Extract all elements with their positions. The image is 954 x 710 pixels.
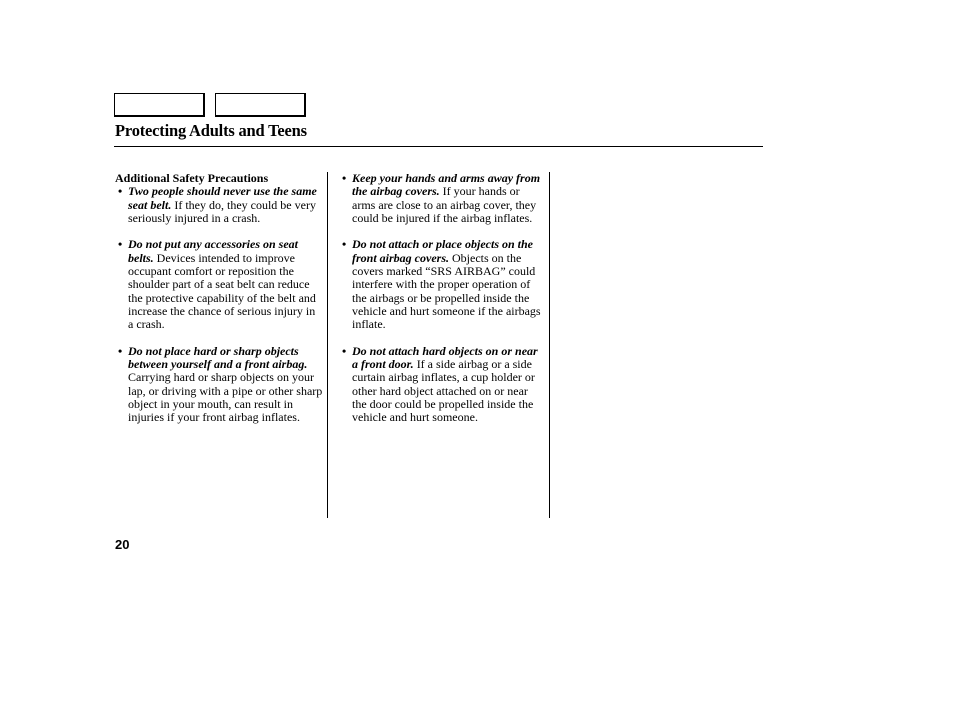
bullet: •	[342, 343, 347, 358]
item-text: If they do, they could be very seriously injured in a crash.	[128, 197, 316, 225]
page-title: Protecting Adults and Teens	[115, 121, 307, 140]
bullet: •	[342, 237, 347, 252]
bullet: •	[118, 184, 123, 199]
item-text: Carrying hard or sharp objects on your lap, or driving with a pipe or other sharp object in your mouth, can result in injuries if your front airbag inflates.	[128, 370, 323, 425]
nav-tab-1[interactable]	[114, 93, 205, 117]
item-text: Devices intended to improve occupant comfort or reposition the shoulder part of a seat belt can reduce the protective capability of the belt and increase the chance of serious injury in a crash.	[128, 250, 316, 332]
item-lead: Do not place hard or sharp objects between yourself and a front airbag.	[128, 343, 308, 372]
column-divider-right	[549, 172, 550, 518]
list-item	[339, 172, 544, 225]
title-divider	[114, 146, 763, 147]
page-number: 20	[115, 537, 130, 552]
item-lead: Do not attach or place objects on the front airbag covers.	[352, 237, 533, 265]
list-item	[339, 238, 544, 331]
bullet: •	[342, 171, 347, 185]
item-text: If a side airbag or a side curtain airbag inflates, a cup holder or other hard object attached on or near the door could be propelled inside the vehicle and hurt someone.	[352, 357, 535, 425]
item-text: Objects on the covers marked “SRS AIRBAG” could interfere with the proper operation of the airbags or be propelled inside the vehicle and hurt someone if the airbags inflate.	[352, 250, 541, 332]
list-item	[115, 238, 323, 331]
item-lead: Keep your hands and arms away from the airbag covers.	[352, 171, 541, 199]
right-column	[339, 172, 544, 438]
bullet: •	[118, 237, 123, 252]
bullet: •	[118, 343, 123, 358]
column-divider-left	[327, 172, 328, 518]
item-lead: Do not attach hard objects on or near a front door.	[352, 343, 538, 372]
list-item	[339, 345, 544, 425]
item-text: If your hands or arms are close to an airbag cover, they could be injured if the airbag inflates.	[352, 184, 537, 225]
list-item	[115, 345, 323, 425]
item-lead: Two people should never use the same seat belt.	[128, 184, 317, 212]
item-lead: Do not put any accessories on seat belts.	[128, 237, 299, 265]
left-column	[115, 172, 323, 438]
section-heading: Additional Safety Precautions	[115, 171, 269, 185]
list-item	[115, 185, 323, 225]
nav-tab-2[interactable]	[215, 93, 306, 117]
